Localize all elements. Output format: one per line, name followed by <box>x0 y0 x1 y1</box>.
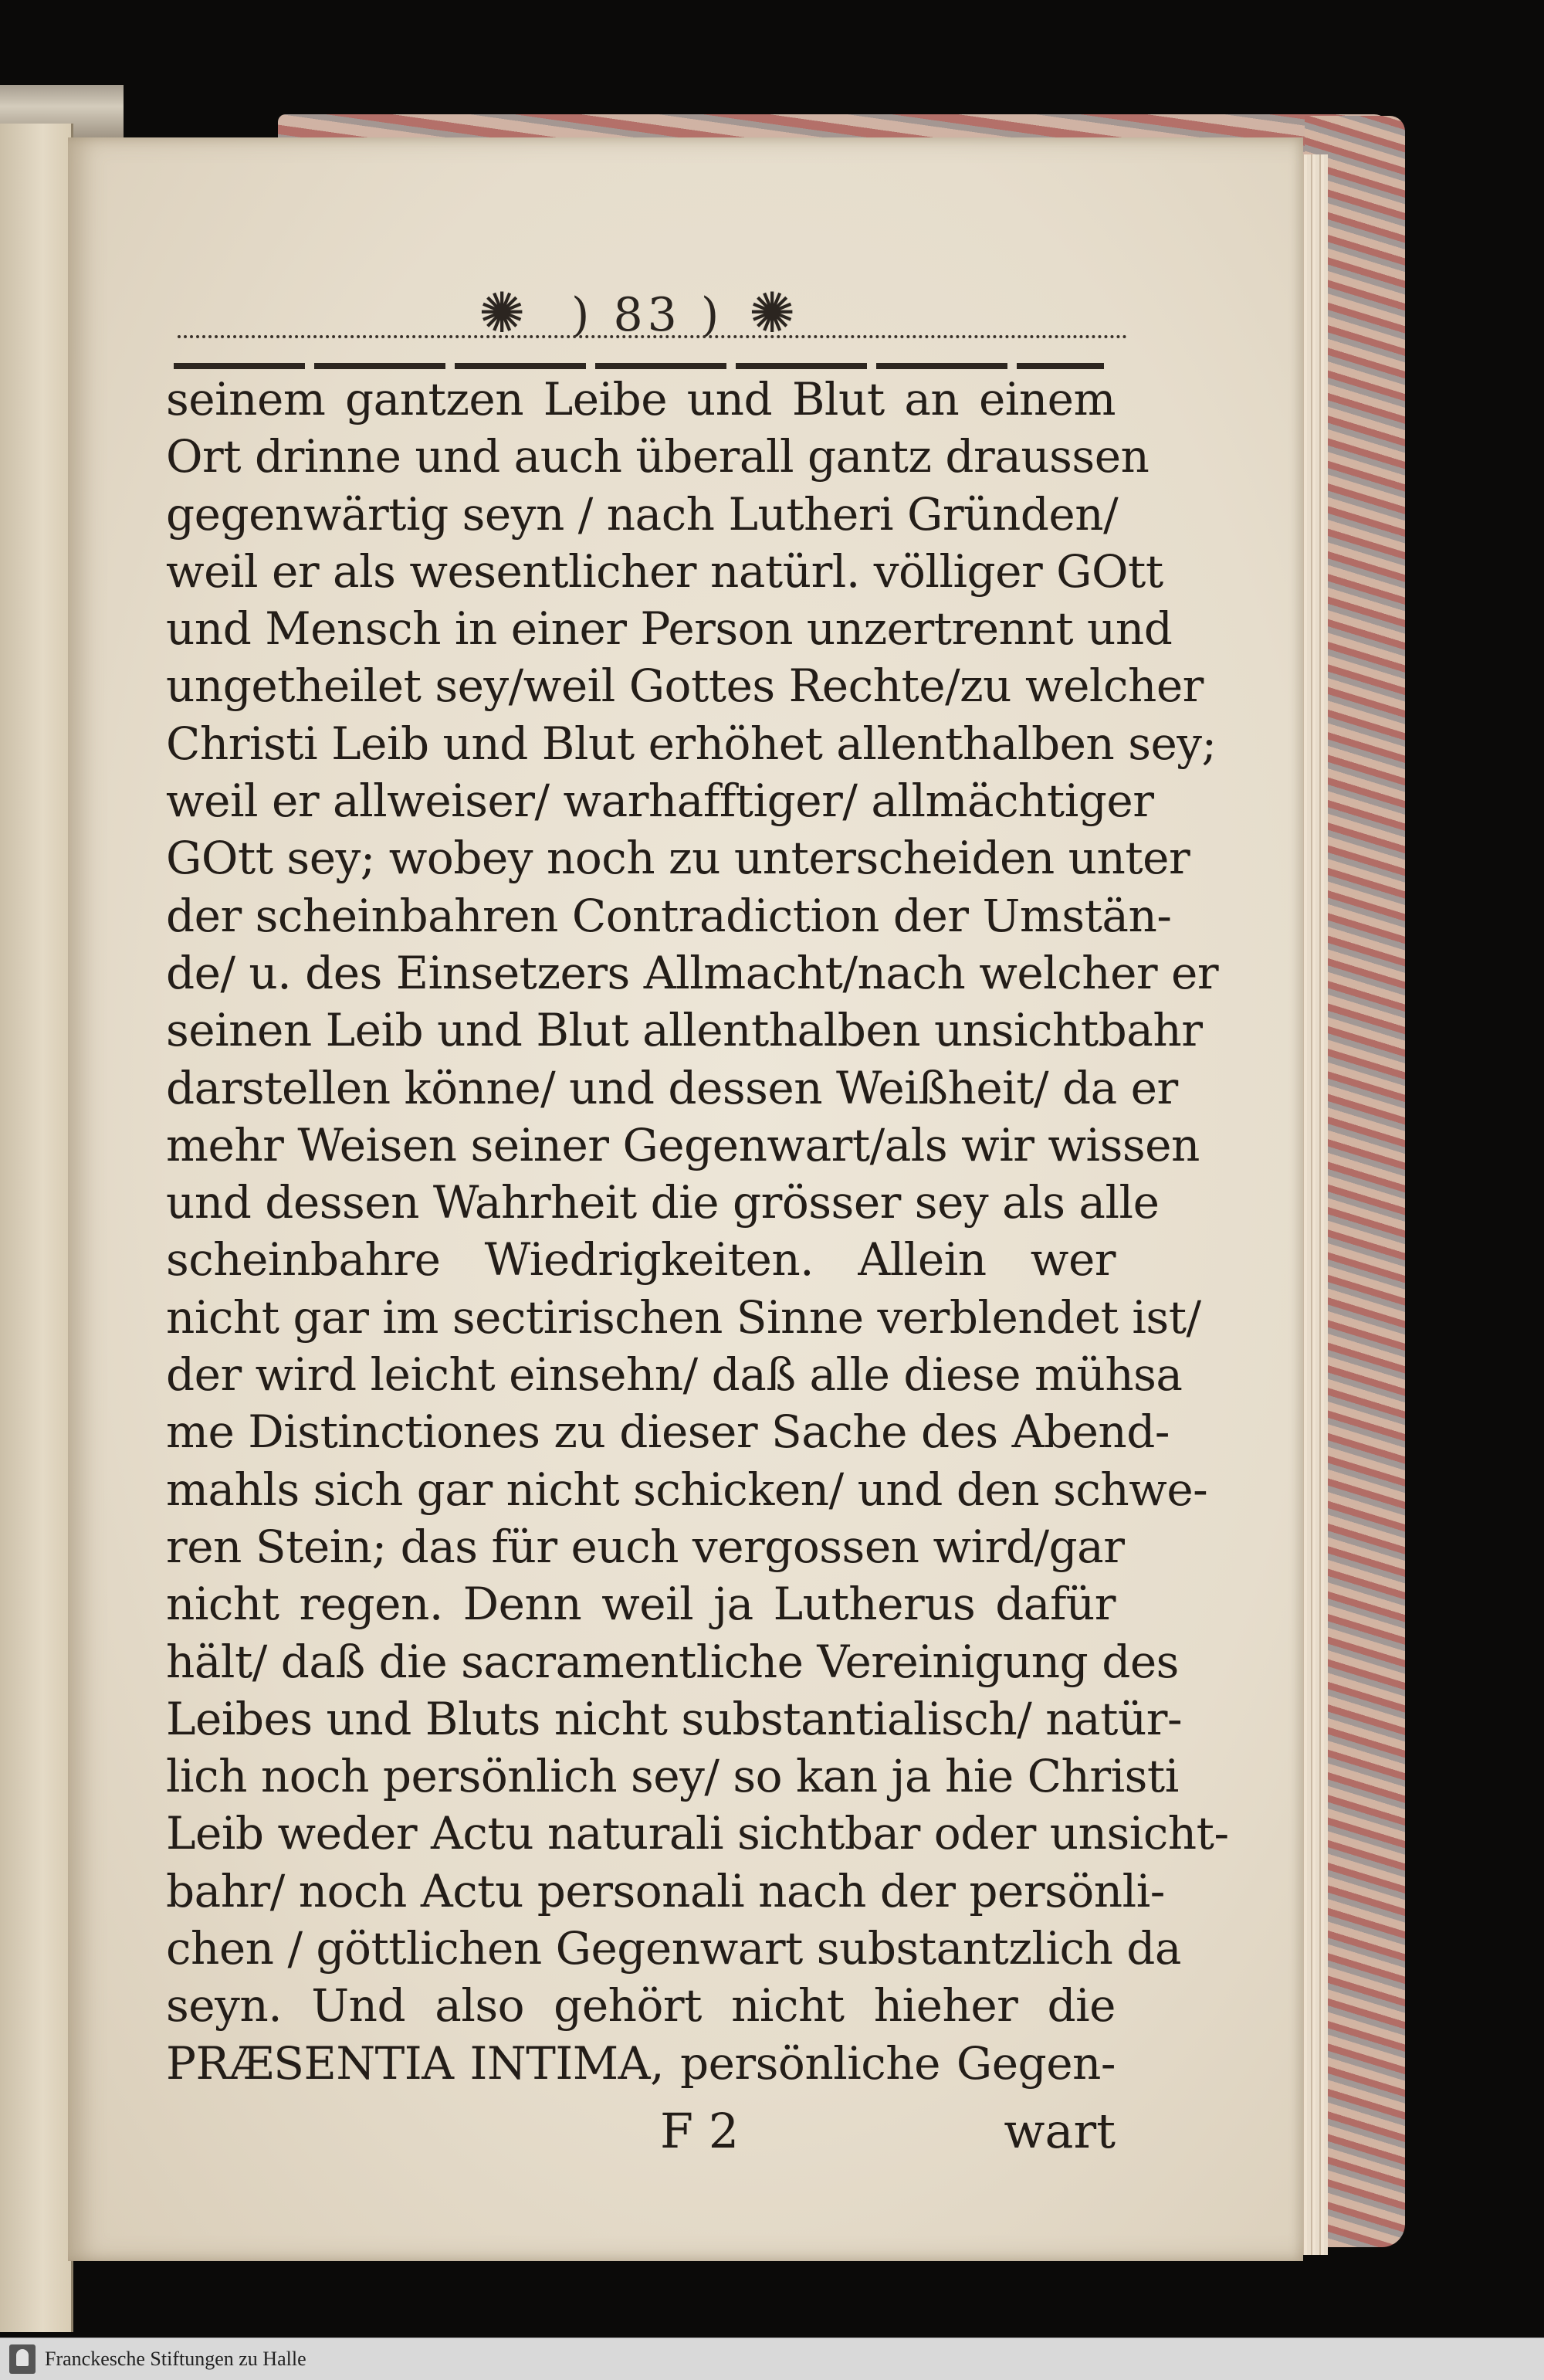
ornament-left-icon: ✺ <box>479 280 526 345</box>
text-line: darstellen könne/ und dessen Weißheit/ da er <box>166 1061 1178 1114</box>
text-line: seyn. Und also gehört nicht hieher die <box>166 1979 1116 2032</box>
text-line: mehr Weisen seiner Gegenwart/als wir wissen <box>166 1118 1200 1171</box>
text-line: GOtt sey; wobey noch zu unterscheiden unter <box>166 832 1190 885</box>
text-line: der wird leicht einsehn/ daß alle diese mühsa <box>166 1348 1183 1402</box>
text-line: ungetheilet sey/weil Gottes Rechte/zu welcher <box>166 659 1204 713</box>
text-line: und Mensch in einer Person unzertrennt und <box>166 602 1173 656</box>
text-line: und dessen Wahrheit die grösser sey als alle <box>166 1176 1160 1229</box>
text-line: mahls sich gar nicht schicken/ und den schwe- <box>166 1463 1208 1516</box>
catchword: wart <box>1004 2103 1116 2159</box>
signature-mark: F 2 <box>660 2103 740 2159</box>
text-line: PRÆSENTIA INTIMA, persönliche Gegen- <box>166 2036 1116 2090</box>
text-line: Leibes und Bluts nicht substantialisch/ natür- <box>166 1692 1183 1745</box>
text-line: scheinbahre Wiedrigkeiten. Allein wer <box>166 1233 1116 1287</box>
text-line: lich noch persönlich sey/ so kan ja hie Christi <box>166 1750 1179 1803</box>
header-dotted-line <box>178 335 1127 338</box>
body-text <box>166 371 1229 2092</box>
text-line: bahr/ noch Actu personali nach der persönli- <box>166 1864 1165 1917</box>
provider-name: Franckesche Stiftungen zu Halle <box>45 2348 306 2370</box>
text-line: seinem gantzen Leibe und Blut an einem <box>166 373 1116 425</box>
ornament-right-icon: ✺ <box>749 280 796 345</box>
text-line: weil er allweiser/ warhafftiger/ allmächtiger <box>166 775 1154 828</box>
text-line: ren Stein; das für euch vergossen wird/gar <box>166 1520 1125 1573</box>
text-line: chen / göttlichen Gegenwart substantzlich da <box>166 1922 1182 1975</box>
text-line: nicht gar im sectirischen Sinne verblendet ist/ <box>166 1290 1201 1344</box>
page-header <box>178 278 1127 363</box>
text-line: seinen Leib und Blut allenthalben unsichtbahr <box>166 1004 1203 1057</box>
provider-bar <box>0 2338 1544 2380</box>
text-line: der scheinbahren Contradiction der Umstän- <box>166 889 1172 942</box>
text-line: me Distinctiones zu dieser Sache des Abend- <box>166 1405 1170 1459</box>
institution-logo-icon <box>9 2344 36 2374</box>
page-number: ) 83 ) <box>571 288 724 342</box>
text-line: gegenwärtig seyn / nach Lutheri Gründen/ <box>166 487 1119 541</box>
text-line: Christi Leib und Blut erhöhet allenthalben sey; <box>166 717 1217 770</box>
text-line: de/ u. des Einsetzers Allmacht/nach welcher er <box>166 946 1219 999</box>
page-footer <box>166 2097 1116 2166</box>
text-line: hält/ daß die sacramentliche Vereinigung des <box>166 1635 1179 1688</box>
text-line: nicht regen. Denn weil ja Lutherus dafür <box>166 1578 1116 1631</box>
text-line: weil er als wesentlicher natürl. völliger GOtt <box>166 544 1163 598</box>
text-line: Leib weder Actu naturali sichtbar oder unsicht- <box>166 1807 1229 1860</box>
left-page <box>0 124 73 2332</box>
text-line: Ort drinne und auch überall gantz draussen <box>166 430 1150 483</box>
header-rule <box>174 363 1104 369</box>
